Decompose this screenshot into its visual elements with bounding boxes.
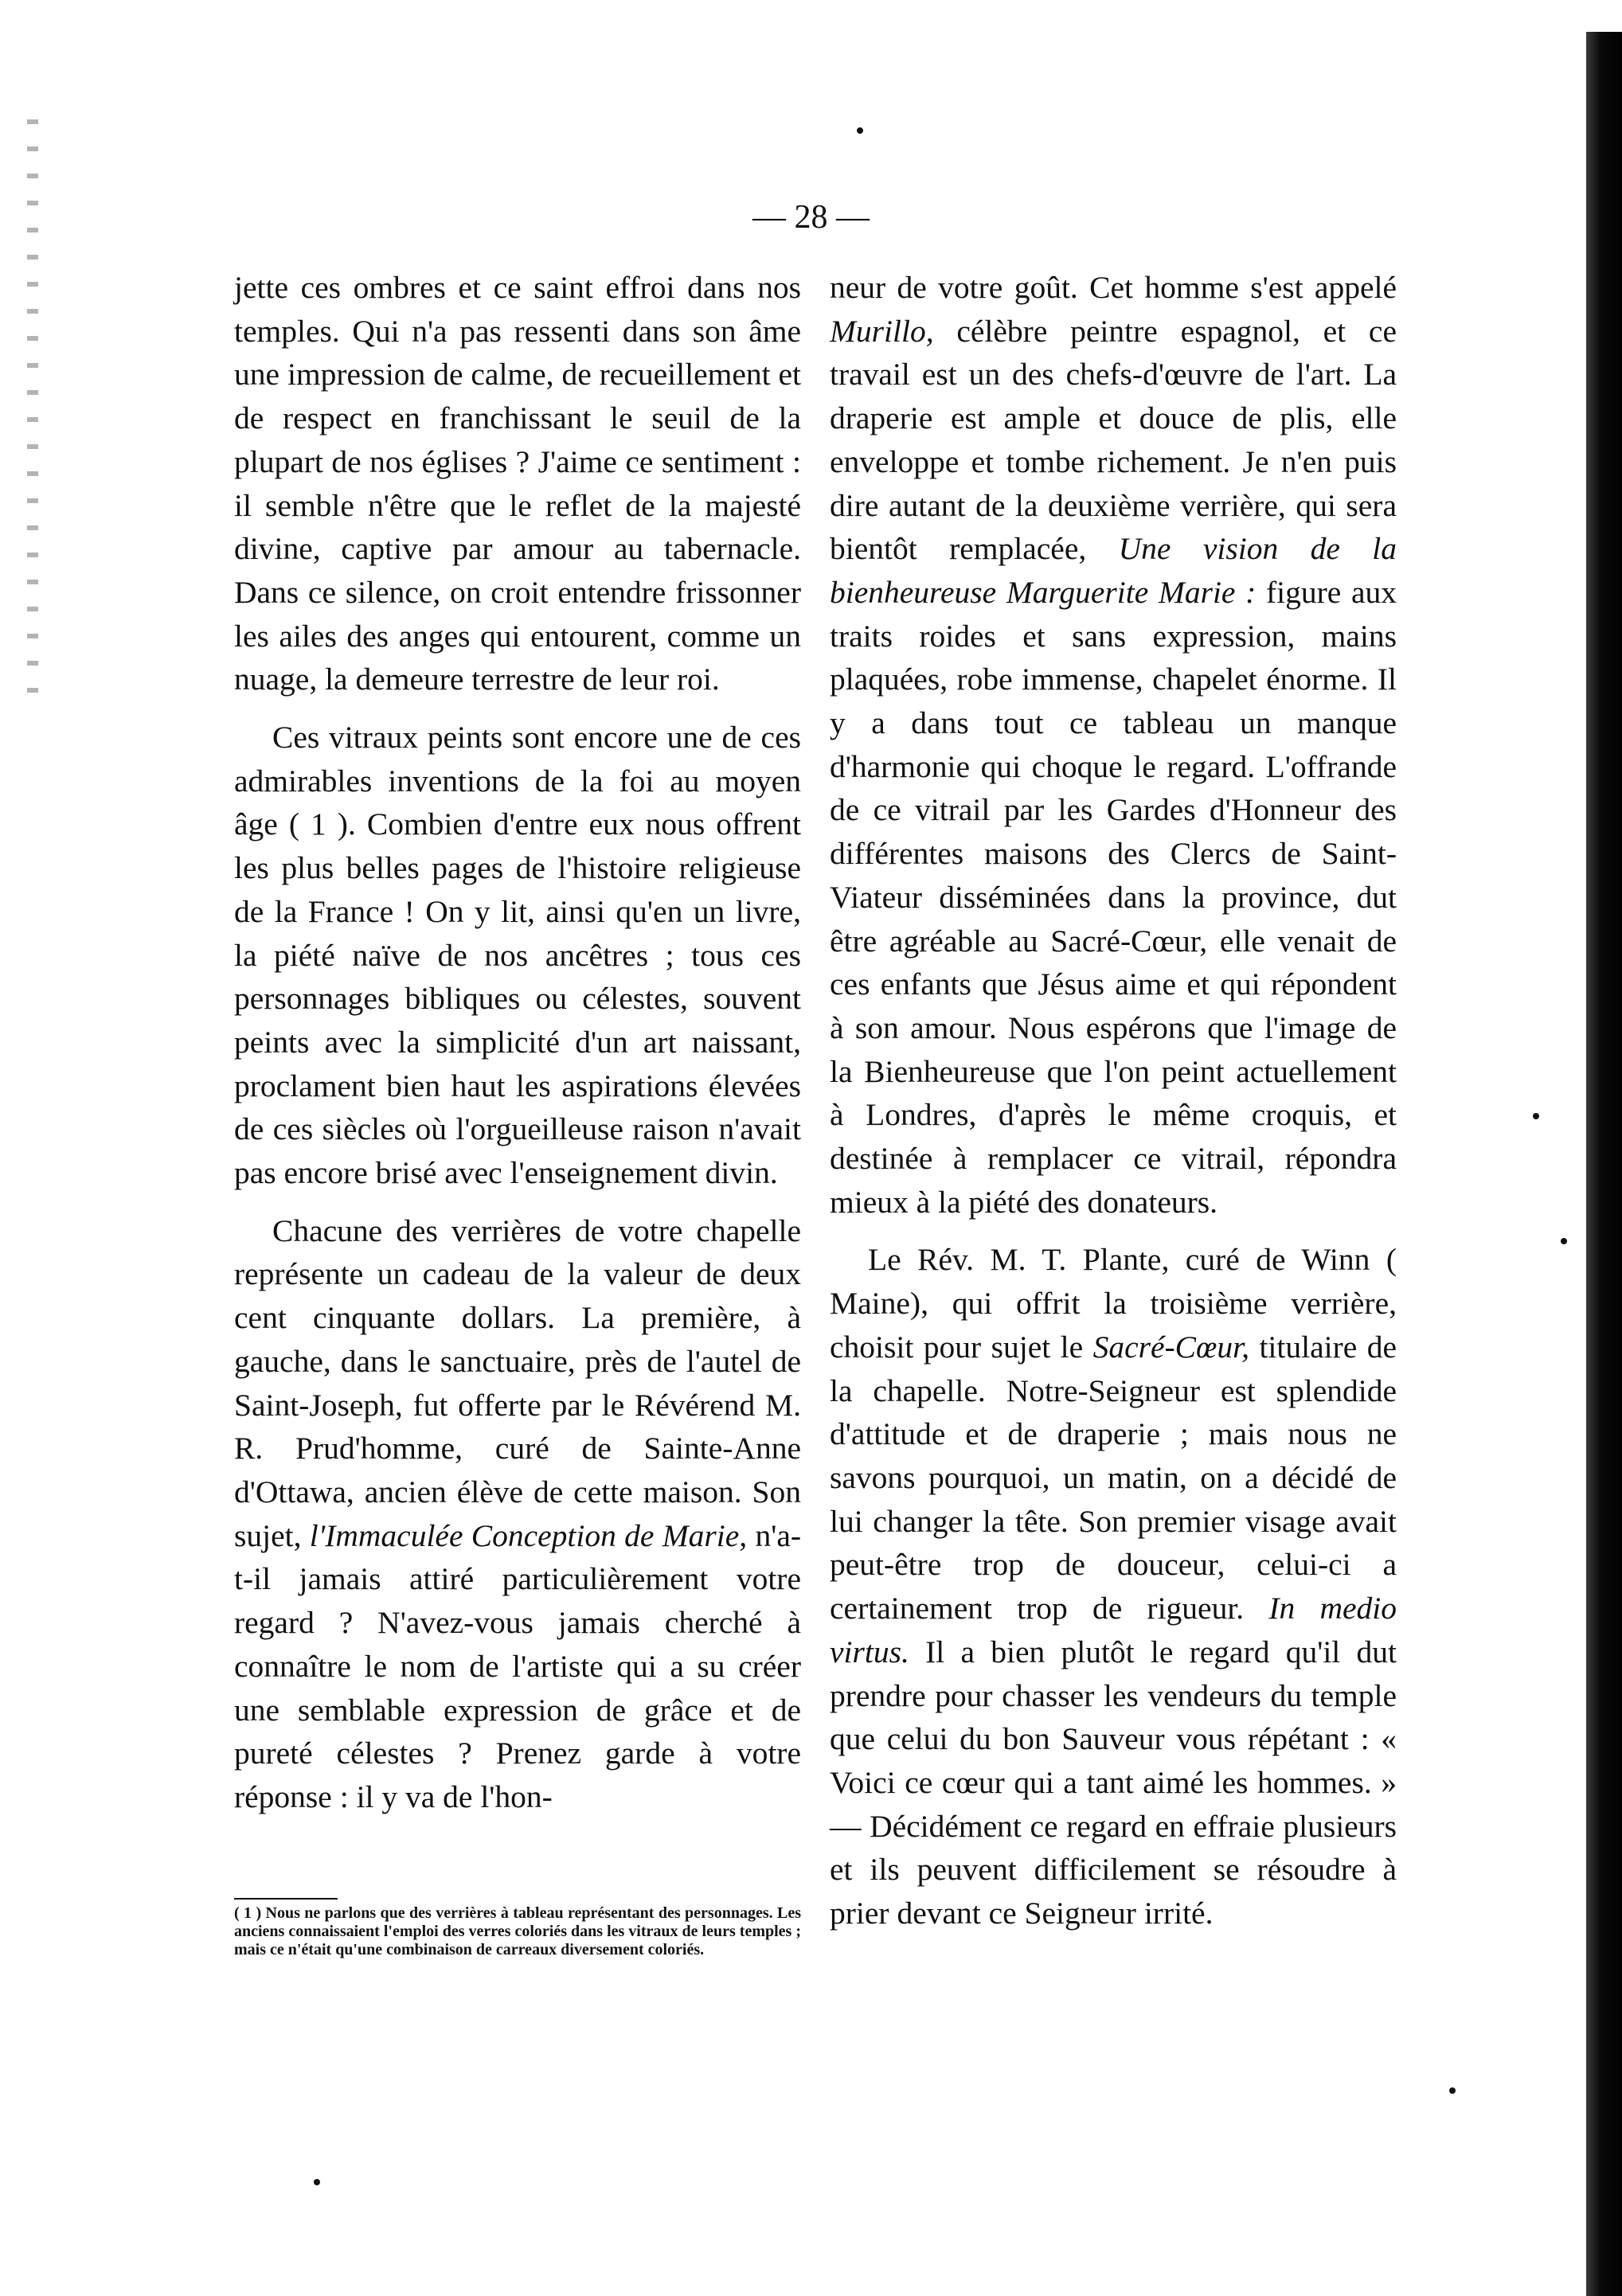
right-column <box>830 266 1397 1935</box>
paragraph-5-text-a: Le Rév. M. T. Plante, curé de Winn ( Maine), qui offrit la troisième verrière, choisit pour sujet le <box>830 1242 1397 1365</box>
paragraph-5-latin: In medio virtus. <box>830 1591 1397 1669</box>
footnote: ( 1 ) Nous ne parlons que des verrières à tableau représentant des personnages. Les anciens connaissaient l'emploi des verres coloriés dans les vitraux de leurs temples ; mais ce n'était qu'une combinaison de carreaux diversement coloriés. <box>234 1904 801 1958</box>
paragraph-4 <box>830 266 1397 1224</box>
ink-speck <box>314 2179 320 2185</box>
ink-speck <box>1449 2087 1456 2094</box>
paragraph-1: jette ces ombres et ce saint effroi dans nos temples. Qui n'a pas ressenti dans son âme une impression de calme, de recueillement et de respect en franchissant le seuil de la plupart de nos églises ? J'aime ce sentiment : il semble n'être que le reflet de la majesté divine, captive par amour au tabernacle. Dans ce silence, on croit entendre frissonner les ailes des anges qui entourent, comme un nuage, la demeure terrestre de leur roi. <box>234 270 801 697</box>
paragraph-2: Ces vitraux peints sont encore une de ces admirables inventions de la foi au moyen âge ( 1 ). Combien d'entre eux nous offrent les plus belles pages de l'histoire religieuse de la France ! On y lit, ainsi qu'en un livre, la piété naïve de nos ancêtres ; tous ces personnages bibliques ou célestes, souvent peints avec la simplicité d'un art naissant, proclament bien haut les aspirations élevées de ces siècles où l'orgueilleuse raison n'avait pas encore brisé avec l'enseignement divin. <box>234 720 801 1191</box>
paragraph-5 <box>830 1238 1397 1935</box>
ink-speck <box>1533 1113 1539 1119</box>
paragraph-5-subject: Sacré-Cœur, <box>1092 1329 1249 1365</box>
footnote-rule <box>234 1898 338 1900</box>
ink-speck <box>1561 1238 1567 1244</box>
paragraph-4-text-b: célèbre peintre espagnol, et ce travail est un des chefs-d'œuvre de l'art. La draperie est ample et douce de plis, elle enveloppe et tombe richement. Je n'en puis dire autant de la deuxième verrière, qui sera bientôt remplacée, <box>830 313 1397 567</box>
paragraph-3-title: l'Immaculée Conception de Marie, <box>309 1517 748 1553</box>
paragraph-4-artist: Murillo, <box>830 313 934 349</box>
left-column <box>234 266 801 1819</box>
binding-edge <box>1586 32 1622 2296</box>
paragraph-5-text-c: Il a bien plutôt le regard qu'il dut prendre pour chasser les vendeurs du temple que celui du bon Sauveur vous répétant : « Voici ce cœur qui a tant aimé les hommes. » — Décidément ce regard en effraie plusieurs et ils peuvent difficilement se résoudre à prier devant ce Seigneur irrité. <box>830 1634 1397 1931</box>
ink-speck <box>857 127 863 134</box>
paragraph-3-text-a: Chacune des verrières de votre chapelle représente un cadeau de la valeur de deux cent cinquante dollars. La première, à gauche, dans le sanctuaire, près de l'autel de Saint-Joseph, fut offerte par le Révérend M. R. Prud'homme, curé de Sainte-Anne d'Ottawa, ancien élève de cette maison. Son sujet, <box>234 1212 801 1553</box>
paragraph-3-text-b: n'a-t-il jamais attiré particulièrement votre regard ? N'avez-vous jamais cherché à connaître le nom de l'artiste qui a su créer une semblable expression de grâce et de pureté célestes ? Prenez garde à votre réponse : il y va de l'hon- <box>234 1517 802 1814</box>
paragraph-4-text-c: figure aux traits roides et sans expression, mains plaquées, robe immense, chapelet énorme. Il y a dans tout ce tableau un manque d'harmonie qui choque le regard. L'offrande de ce vitrail par les Gardes d'Honneur des différentes maisons des Clercs de Saint-Viateur disséminées dans la province, dut être agréable au Sacré-Cœur, elle venait de ces enfants que Jésus aime et qui répondent à son amour. Nous espérons que l'image de la Bienheureuse que l'on peint actuellement à Londres, d'après le même croquis, et destinée à remplacer ce vitrail, répondra mieux à la piété des donateurs. <box>830 574 1397 1220</box>
paragraph-5-text-b: titulaire de la chapelle. Notre-Seigneur est splendide d'attitude et de draperie ; mais nous ne savons pourquoi, un matin, on a décidé de lui changer la tête. Son premier visage avait peut-être trop de douceur, celui-ci a certainement trop de rigueur. <box>830 1329 1397 1626</box>
paragraph-3 <box>234 1209 801 1819</box>
paragraph-4-title: Une vision de la bienheureuse Marguerite Marie : <box>830 531 1397 610</box>
page-number: — 28 — <box>752 199 870 236</box>
paragraph-4-text-a: neur de votre goût. Cet homme s'est appelé <box>830 270 1397 305</box>
